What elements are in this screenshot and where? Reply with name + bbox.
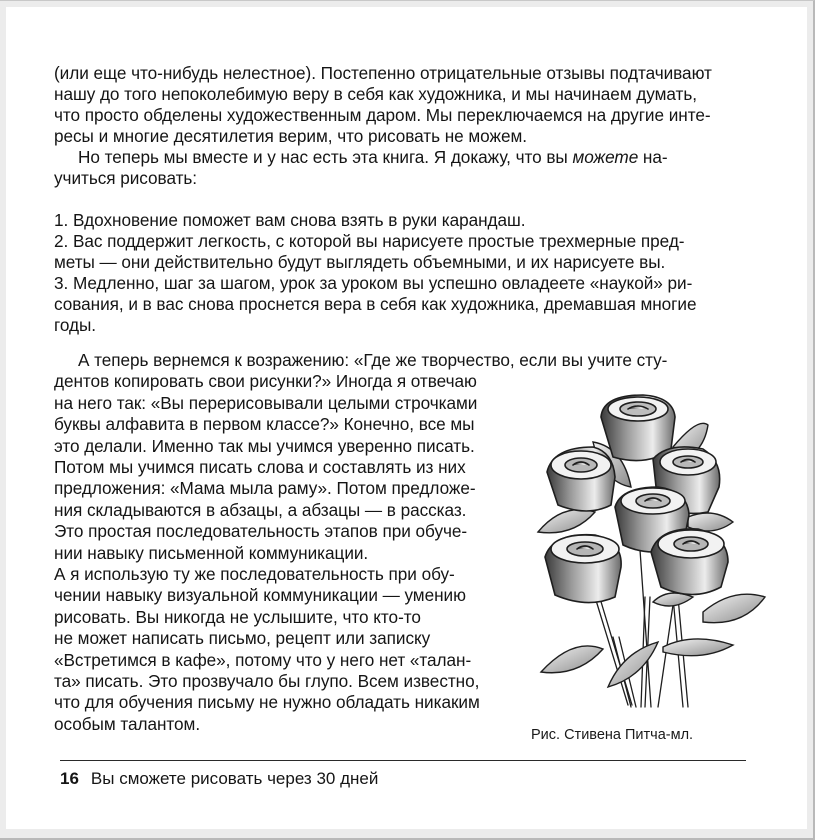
roses-illustration [533,387,773,717]
text-line: рисовать. Вы никогда не услышите, что кто-то [54,606,421,627]
text-line: что просто обделены художественным даром. Мы переключаемся на другие инте- [54,105,711,125]
text-line: А теперь вернемся к возражению: «Где же творчество, если вы учите сту- [78,350,668,370]
emphasis-text: можете [572,147,639,167]
text-line: ресы и многие десятилетия верим, что рисовать не можем. [54,126,527,146]
text-line: что для обучения письму не нужно обладать никаким [54,692,480,713]
text-line: ния складываются в абзацы, а абзацы — в рассказ. [54,499,467,520]
running-title: Вы сможете рисовать через 30 дней [90,769,379,788]
list-item-1: 1. Вдохновение поможет вам снова взять в руки карандаш. [54,210,526,230]
text-line: это делали. Именно так мы учимся уверенно писать. [54,435,475,456]
page-footer [60,769,378,789]
text-line: та» писать. Это прозвучало бы глупо. Всем известно, [54,671,480,691]
text-line: (или еще что-нибудь нелестное). Постепенно отрицательные отзывы подтачивают [54,63,712,83]
list-item-2: 2. Вас поддержит легкость, с которой вы нарисуете простые трехмерные пред- [54,231,685,251]
footer-divider [60,760,746,761]
text-line: Это простая последовательность этапов при обуче- [54,521,468,542]
list-item-3-cont: сования, и в вас снова проснется вера в себя как художника, дремавшая многие [54,294,697,314]
list-item-3: 3. Медленно, шаг за шагом, урок за уроком вы успешно овладеете «наукой» ри- [54,273,693,293]
list-item-2-cont: меты — они действительно будут выглядеть объемными, и их нарисуете вы. [54,252,666,272]
text-line: не может написать письмо, рецепт или записку [54,628,431,649]
list-item-3-cont: годы. [54,315,96,335]
page-number: 16 [60,769,79,788]
text-span: Но теперь мы вместе и у нас есть эта книга. Я докажу, что вы [78,147,573,167]
text-line: А я использую ту же последовательность при обу- [54,564,455,584]
text-line: «Встретимся в кафе», потому что у него нет «талан- [54,649,472,670]
text-line: нии навыку письменной коммуникации. [54,542,369,563]
text-line [78,147,668,168]
text-line: учиться рисовать: [54,168,198,188]
text-line: буквы алфавита в первом классе?» Конечно, все мы [54,414,475,435]
text-line: особым талантом. [54,713,201,734]
text-line: чении навыку визуальной коммуникации — умению [54,585,466,606]
text-line: дентов копировать свои рисунки?» Иногда я отвечаю [54,371,477,392]
text-span: на- [638,147,668,167]
text-line: Потом мы учимся писать слова и составлять из них [54,457,466,477]
text-line: нашу до того непоколебимую веру в себя как художника, и мы начинаем думать, [54,84,697,104]
text-line: предложения: «Мама мыла раму». Потом предложе- [54,478,476,499]
figure-caption: Рис. Стивена Питча-мл. [531,727,694,743]
text-line: на него так: «Вы перерисовывали целыми строчками [54,392,478,413]
book-page [6,7,807,829]
